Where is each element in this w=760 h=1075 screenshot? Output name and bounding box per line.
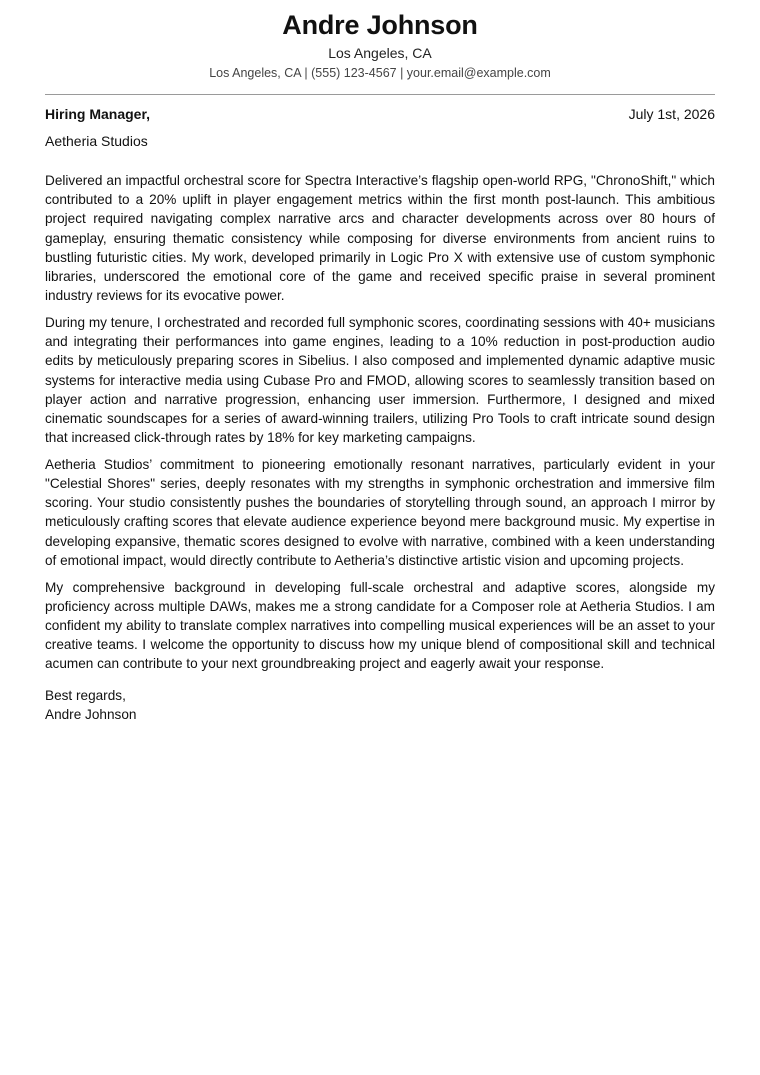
sender-contact-line: Los Angeles, CA | (555) 123-4567 | your.email@example.com [209,66,551,80]
recipient-company: Aetheria Studios [45,133,148,149]
sender-location: Los Angeles, CA [328,45,432,61]
body-paragraph: During my tenure, I orchestrated and recorded full symphonic scores, coordinating sessions with 40+ musicians and integrating their performances into game engines, leading to a 10% reduction in post-production audio edits by meticulously preparing scores in Sibelius. I also composed and implemented dynamic adaptive music systems for interactive media using Cubase Pro and FMOD, allowing scores to seamlessly transition based on player action and narrative progression, enhancing user immersion. Furthermore, I designed and mixed cinematic soundscapes for a series of award-winning trailers, utilizing Pro Tools to craft intricate sound design that increased click-through rates by 18% for key marketing campaigns. [45,314,715,446]
recipient-date-row [45,105,715,123]
letter-body [45,171,715,674]
body-paragraph: My comprehensive background in developing full-scale orchestral and adaptive scores, alongside my proficiency across multiple DAWs, makes me a strong candidate for a Composer role at Aetheria Studios. I am confident my ability to translate complex narratives into compelling musical experiences will be an asset to your creative teams. I welcome the opportunity to discuss how my unique blend of compositional skill and technical acumen can contribute to your next groundbreaking project and eagerly await your response. [45,579,715,672]
recipient-name: Hiring Manager, [45,106,151,122]
sender-name: Andre Johnson [282,10,478,40]
header-divider [45,94,715,95]
closing-salutation: Best regards, [45,687,126,703]
body-paragraph: Aetheria Studios’ commitment to pioneering emotionally resonant narratives, particularly evident in your "Celestial Shores" series, deeply resonates with my strengths in symphonic orchestration and immersive film scoring. Your studio consistently pushes the boundaries of storytelling through sound, an approach I mirror by meticulously crafting scores that elevate audience experience beyond mere background music. My expertise in developing expansive, thematic scores designed to evolve with narrative, combined with a keen understanding of emotional impact, would directly contribute to Aetheria’s distinctive artistic vision and upcoming projects. [45,456,715,568]
body-paragraph: Delivered an impactful orchestral score for Spectra Interactive’s flagship open-world RPG, "ChronoShift," which contributed to a 20% uplift in player engagement metrics within the first month post-launch. This ambitious project required navigating complex narrative arcs and character developments across over 80 hours of gameplay, ensuring thematic consistency while composing for diverse environments from ancient ruins to bustling futuristic cities. My work, developed primarily in Logic Pro X with extensive use of custom symphonic libraries, underscored the emotional core of the game and received specific praise in several prominent industry reviews for its evocative power. [45,173,715,304]
closing-signature: Andre Johnson [45,706,137,722]
letter-header [45,0,715,81]
letter-date: July 1st, 2026 [628,106,715,122]
letter-closing [45,686,715,724]
